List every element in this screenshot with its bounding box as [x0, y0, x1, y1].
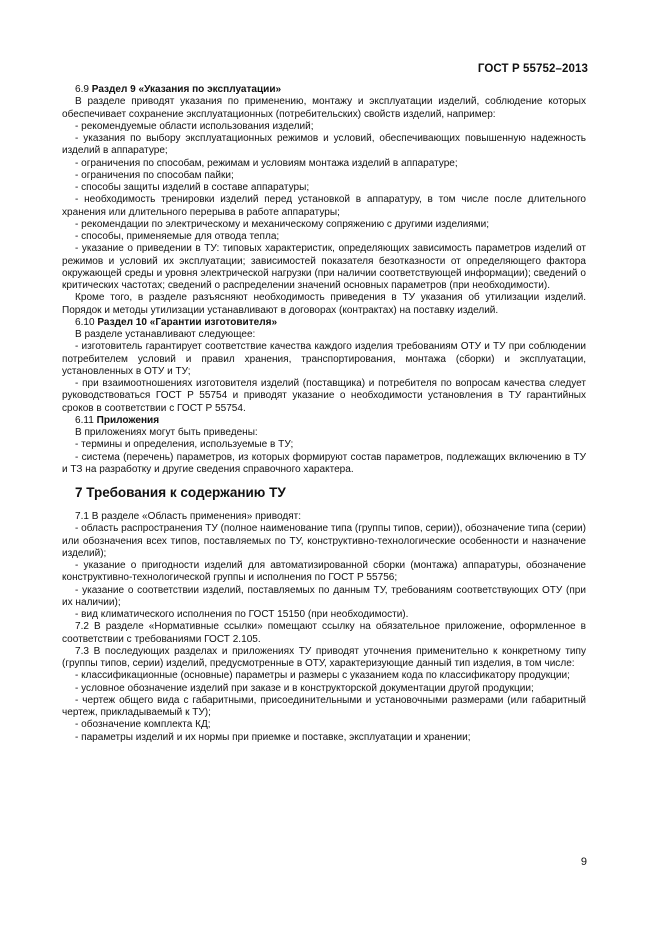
document-body [62, 84, 586, 744]
list-item: - необходимость тренировки изделий перед установкой в аппаратуру, в том числе после длительного хранения или длительного перерыва в работе аппаратуры; [62, 194, 586, 218]
list-item: - рекомендуемые области использования изделий; [75, 120, 314, 132]
section-6-9-outro: Кроме того, в разделе разъясняют необходимость приведения в ТУ указания об утилизации изделий. Порядок и методы утилизации устанавливают в договорах (контрактах) на поставку изделий. [62, 292, 586, 316]
list-item: - ограничения по способам, режимам и условиям монтажа изделий в аппаратуре; [75, 157, 458, 169]
list-item: - условное обозначение изделий при заказе и в конструкторской документации другой продукции; [75, 682, 534, 694]
list-item: - изготовитель гарантирует соответствие качества каждого изделия требованиям ОТУ и ТУ при соблюдении потребителем условий и правил хранения, транспортирования, монтажа (сборки) и эксплуатации, установленных в ОТУ и ТУ; [62, 341, 586, 377]
section-number: 6.10 [75, 316, 95, 328]
list-item: - вид климатического исполнения по ГОСТ 15150 (при необходимости). [75, 609, 409, 620]
section-7-heading: 7 Требования к содержанию ТУ [75, 485, 286, 500]
section-title: Приложения [96, 414, 160, 426]
list-item: - обозначение комплекта КД; [75, 719, 211, 731]
list-item: - система (перечень) параметров, из которых формируют состав параметров, подлежащих включению в ТУ и ТЗ на разработку и другие сведения справочного характера. [62, 451, 586, 475]
list-item: - классификационные (основные) параметры и размеры с указанием кода по классификатору продукции; [75, 670, 570, 682]
section-6-9-heading [62, 84, 586, 96]
list-item: - область распространения ТУ (полное наименование типа (группы типов, серии)), обозначение типа (серии) или обозначения всех типов, поставляемых по ТУ, конструктивно-технологические особенности и назначение изделий); [62, 523, 586, 559]
document-header: ГОСТ Р 55752–2013 [477, 63, 588, 75]
section-number: 6.11 [75, 414, 94, 426]
list-item: - чертеж общего вида с габаритными, присоединительными и установочными размерами (или габаритный чертеж, прикладываемый к ТУ); [62, 694, 586, 718]
list-item: - при взаимоотношениях изготовителя изделий (поставщика) и потребителя по вопросам качества следует руководствоваться ГОСТ Р 55754 и приводят указание о необходимости установления в ТУ гарантийных сроков в соответствии с ГОСТ Р 55754. [62, 378, 586, 414]
section-number: 6.9 [75, 84, 89, 95]
paragraph-7-3: 7.3 В последующих разделах и приложениях ТУ приводят уточнения применительно к конкретному типу (группы типов, серии) изделий, предусмотренные в ОТУ, характеризующие данный тип изделия, в том числе: [62, 645, 586, 669]
section-6-11-heading [62, 415, 586, 427]
list-item: - способы защиты изделий в составе аппаратуры; [75, 182, 310, 193]
paragraph-7-2: 7.2 В разделе «Нормативные ссылки» помещают ссылку на обязательное приложение, оформленное в соответствии с требованиями ГОСТ 2.105. [62, 621, 586, 645]
list-item: - указание о соответствии изделий, поставляемых по данным ТУ, требованиям соответствующих ОТУ (при их наличии); [62, 584, 586, 608]
section-6-10-heading [62, 317, 586, 329]
section-6-11-intro: В приложениях могут быть приведены: [75, 427, 258, 438]
list-item: - параметры изделий и их нормы при приемке и поставке, эксплуатации и хранении; [75, 731, 471, 743]
section-title: Раздел 9 «Указания по эксплуатации» [91, 84, 282, 95]
list-item: - ограничения по способам пайки; [75, 169, 234, 181]
list-item: - рекомендации по электрическому и механическому сопряжению с другими изделиями; [75, 218, 490, 230]
page-number: 9 [580, 856, 587, 868]
section-title: Раздел 10 «Гарантии изготовителя» [97, 316, 278, 328]
list-item: - указание о пригодности изделий для автоматизированной сборки (монтажа) аппаратуры, обозначение конструктивно-технологической группы и исполнения по ГОСТ Р 55756; [62, 560, 586, 584]
list-item: - термины и определения, используемые в ТУ; [75, 439, 294, 451]
section-6-10-intro: В разделе устанавливают следующее: [75, 329, 256, 340]
section-6-9-intro: В разделе приводят указания по применению, монтажу и эксплуатации изделий, соблюдение которых обеспечивает сохранение эксплуатационных (потребительских) свойств изделий, например: [62, 96, 586, 120]
list-item: - указания по выбору эксплуатационных режимов и условий, обеспечивающих повышенную надежность изделий в аппаратуре; [62, 133, 586, 157]
paragraph-7-1: 7.1 В разделе «Область применения» приводят: [75, 511, 302, 522]
list-item: - способы, применяемые для отвода тепла; [75, 231, 280, 242]
list-item: - указание о приведении в ТУ: типовых характеристик, определяющих зависимость параметров изделий от режимов и условий их эксплуатации; зависимостей показателя безотказности от определяющего фактора окружающей среды и уровня электрической нагрузки (при наличии соответствующей информации); сведений о критических частотах; сведений о распределении значений основных параметров (при необходимости). [62, 243, 586, 291]
